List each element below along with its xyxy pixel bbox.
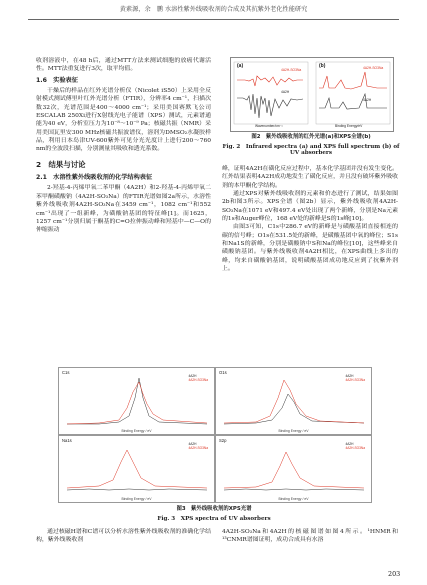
paragraph: 4A2H-SO₃Na和4A2H的核磁图谱如图4所示。¹HNMR和¹³CNMR谱图证明，成功合成具有水溶 [222,529,398,544]
panel-a-label: (a) [237,63,244,69]
x-axis-label: Binding Energy / eV [278,497,309,501]
paragraph: 干燥后的样品在红外光谱分析仪（Nicolet iS50）上采用全反射模式测试傅里叶红外光谱分析（FTIR），分辨率4 cm⁻¹，扫描次数32次，光谱范围是400～4000 cm⁻¹；采用美国赛默飞公司ESCALAB 250Xi进行X射线光电子能谱（XPS）测试，元素谱通能为40 eV，分析室压力为10⁻⁸～10⁻⁹ Pa；核磁共振（NMR）采用美国瓦里安300 MHz核磁共振波谱仪，溶剂为DMSO₂水凝胶样品，利用日本岛津UV-600紫外可见分光光度计上进行200～760 nm的全波段扫描，分别测量其吸收和透光系数。 [36,88,211,153]
left-column [36,57,211,235]
bottom-right-text [222,528,398,545]
x-axis-label: Binding Energy / eV [121,429,152,433]
paragraph: 峰，证明4A2H在磺化反应过程中，基本化学基团并没有发生变化。红外结果表明4A2H成功地发生了磺化反应，并且没有破坏紫外吸收剂的本甲酮化学结构。 [222,166,398,189]
caption-en: Fig. 2 Infrared spectra (a) and XPS full spectrum (b) of [222,144,400,150]
xps-panel-o1s [215,367,372,435]
right-column [222,165,398,273]
caption-cn: 图3 紫外线吸收剂的XPS光谱 [176,506,252,512]
figure-3 [58,367,370,501]
figure-2 [230,57,394,132]
panel-tag: S2p [219,438,227,443]
legend-item: 4A2H [188,374,197,378]
header-rule [28,19,399,20]
section-heading: 2 结果与讨论 [36,159,86,169]
xps-panel-c1s [58,367,215,435]
legend-item: 4A2H-SO3Na [281,68,302,72]
section-heading: 2.1 水溶性紫外线吸收剂的化学结构表征 [36,174,153,182]
na1s-curves [59,436,214,502]
page-number: 203 [388,570,401,578]
caption-en: Fig. 3 XPS spectra of UV absorbers [157,516,271,522]
paragraph: 收剂溶液中，在48 h后，通过MTT方法来测试细胞的放癌代谢活性。MTT法重复进行3次，取平均值。 [36,58,211,73]
legend-item: 4A2H-SO3Na [345,446,365,450]
section-heading: 1.6 实验表征 [36,76,78,84]
bottom-left-text [36,528,211,545]
paragraph: 通过核磁H谱和C谱可以分析水溶性紫外线吸收剂的准确化学结构，紫外线吸收剂 [36,529,211,544]
x-axis-label: Binding Energy / eV [278,429,309,433]
figure-2-caption [222,132,400,156]
running-header: 黄素源，余 鹏 水溶性紫外线吸收剂的合成及其抗紫外老化性能研究 [119,6,308,13]
panel-b-label: (b) [319,63,326,69]
caption-cn: 图2 紫外线吸收剂的红外光谱(a)和XPS全谱(b) [251,134,371,140]
o1s-curves [216,368,371,434]
c1s-curves [59,368,214,434]
caption-en: UV absorbers [289,150,333,156]
paragraph: 由图3可知，C1s中286.7 eV的新峰是与磺酸基团直接相连的碳的信号峰；O1s在531.5处的新峰，是磺酸基团中氧的峰位；S1s和Na1S的新峰，分别是磺酸钠中S和Na的峰位[10]，这些峰来自磺酸钠基团。与紫外线吸收剂4A2H相比，在XPS曲线上多出的峰，均来自磺酸钠基团，说明磺酸基团成功地反应到了抗紫外剂上。 [222,224,398,273]
legend-item: 4A2H-SO3Na [188,446,208,450]
legend-item: 4A2H [281,90,290,94]
paragraph: 通过XPS对紫外线吸收剂的元素和价态进行了测试，结果如图2b和图3所示。XPS全谱（图2b）显示，紫外线吸收剂4A2H-SO₃Na在1071 eV和497.4 eV处出现了两个新峰，分别是Na元素的1s和Auger峰位，168 eV处的新峰是S的1s峰[10]。 [222,191,398,223]
legend-item: 4A2H-SO3Na [188,378,208,382]
paragraph: 2-羟基-4-丙烯甲氧二苯甲酮（4A2H）和2-羟基-4-丙烯甲氧二苯甲酮磺酸钠（4A2H-SO₃Na）的FTIR光谱如图2a所示，水溶性紫外线吸收剂4A2H-SO₃Na在3459 cm⁻¹，1082 cm⁻¹和552 cm⁻¹出现了一组新峰，为磺酸钠基团的特征峰[1]。而1625，1257 cm⁻¹分别归属于酮基的C=O拉伸振动峰和羟基中—C—O的伸缩振动 [36,185,211,234]
panel-tag: C1s [62,370,70,375]
legend-item: 4A2H [345,442,354,446]
legend-item: 4A2H-SO3Na [363,66,384,70]
panel-tag: Na1s [62,438,72,443]
legend-item: 4A2H [363,98,372,102]
s2p-curves [216,436,371,502]
x-axis-label: Binding Energy/eV [335,124,363,128]
x-axis-label: Wavenumber/cm⁻¹ [255,124,283,128]
legend-item: 4A2H [345,374,354,378]
x-axis-label: Binding Energy / eV [121,497,152,501]
xps-panel-na1s [58,435,215,503]
panel-tag: O1s [219,370,227,375]
legend-item: 4A2H [188,442,197,446]
xps-panel-s2p [215,435,372,503]
figure-3-caption [58,504,370,522]
legend-item: 4A2H-SO3Na [345,378,365,382]
